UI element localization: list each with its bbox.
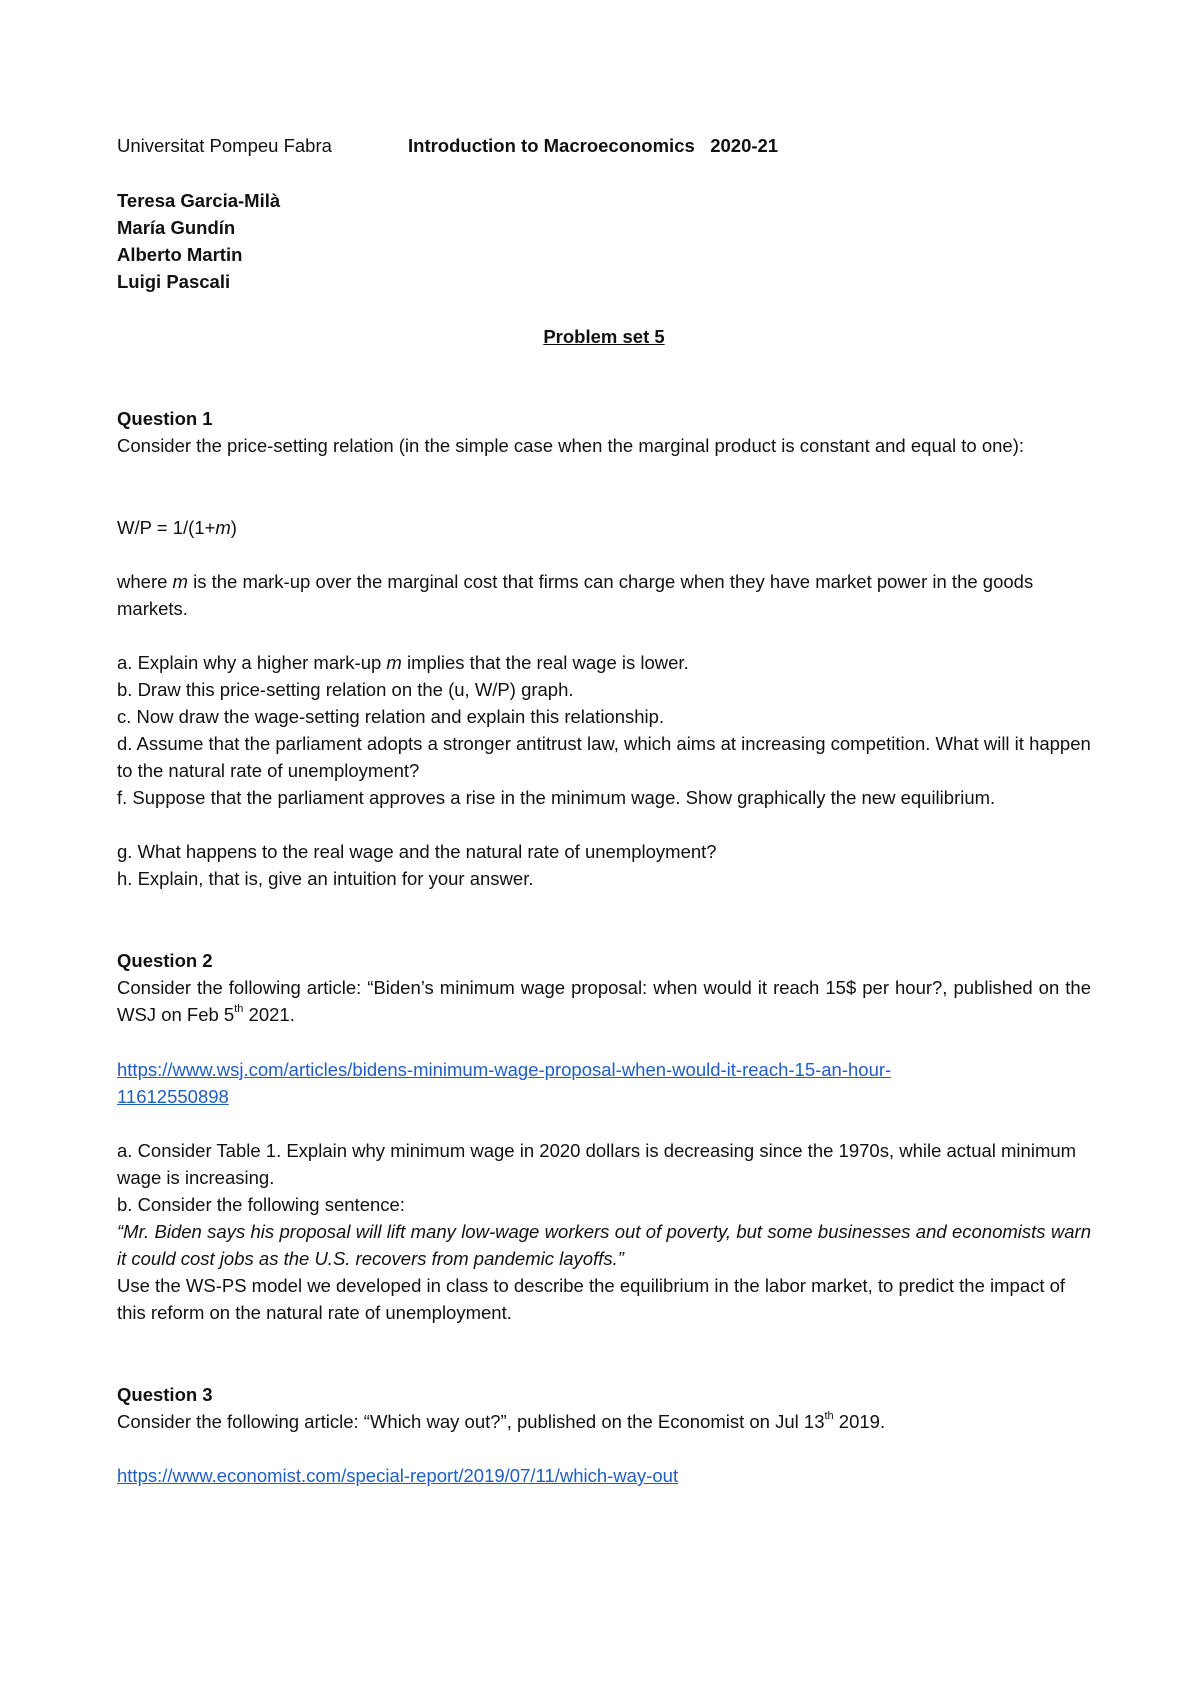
economist-link-row	[117, 1462, 678, 1489]
course-title	[408, 132, 778, 159]
q2-quote: “Mr. Biden says his proposal will lift many low-wage workers out of poverty, but some businesses and economists warn it could cost jobs as the U.S. recovers from pandemic layoffs.”	[117, 1221, 1091, 1269]
course-year: 2020-21	[710, 135, 779, 156]
wsj-link-line-2[interactable]: 11612550898	[117, 1086, 229, 1107]
equation	[117, 514, 237, 541]
question-3-heading: Question 3	[117, 1384, 213, 1405]
equation-post: )	[230, 517, 237, 538]
q2-item-a: a. Consider Table 1. Explain why minimum wage in 2020 dollars is decreasing since the 1970s, while actual minimum wage is increasing.	[117, 1140, 1077, 1188]
q1-item-c: c. Now draw the wage-setting relation and explain this relationship.	[117, 706, 665, 727]
question-3-intro: Consider the following article: “Which way out?”, published on the Economist on Jul 13th 2019.	[117, 1409, 886, 1432]
question-1-heading: Question 1	[117, 408, 213, 429]
author-2: María Gundín	[117, 217, 236, 238]
equation-pre: W/P = 1/(1+	[117, 517, 216, 538]
q1-item-f: f. Suppose that the parliament approves a rise in the minimum wage. Show graphically the new equilibrium.	[117, 787, 996, 808]
wsj-link-line-1[interactable]: https://www.wsj.com/articles/bidens-minimum-wage-proposal-when-would-it-reach-15-an-hour-	[117, 1059, 892, 1080]
author-4: Luigi Pascali	[117, 271, 231, 292]
markup-var: m	[172, 571, 188, 592]
wsj-link[interactable]	[117, 1056, 891, 1110]
question-2-heading: Question 2	[117, 950, 213, 971]
equation-var: m	[215, 517, 231, 538]
university-name: Universitat Pompeu Fabra	[117, 135, 332, 156]
q2-item-b: b. Consider the following sentence:	[117, 1194, 405, 1215]
q1-item-d: d. Assume that the parliament adopts a stronger antitrust law, which aims at increasing competition. What will it happen to the natural rate of unemployment?	[117, 733, 1091, 781]
q1-item-g: g. What happens to the real wage and the natural rate of unemployment?	[117, 841, 717, 862]
question-2-intro: Consider the following article: “Biden’s minimum wage proposal: when would it reach 15$ per hour?, published on the WSJ on Feb 5th 2021.	[117, 977, 1091, 1025]
page-title: Problem set 5	[543, 326, 665, 347]
q1-item-b: b. Draw this price-setting relation on the (u, W/P) graph.	[117, 679, 574, 700]
author-3: Alberto Martin	[117, 244, 243, 265]
q1-item-h: h. Explain, that is, give an intuition for your answer.	[117, 868, 534, 889]
q1-item-a: a. Explain why a higher mark-up m implies that the real wage is lower.	[117, 652, 689, 673]
course-name: Introduction to Macroeconomics	[408, 135, 695, 156]
author-1: Teresa Garcia-Milà	[117, 190, 281, 211]
economist-link[interactable]: https://www.economist.com/special-report/2019/07/11/which-way-out	[117, 1465, 679, 1486]
markup-definition: where m is the mark-up over the marginal cost that firms can charge when they have market power in the goods markets.	[117, 571, 1034, 619]
question-1-intro: Consider the price-setting relation (in the simple case when the marginal product is constant and equal to one):	[117, 435, 1025, 456]
q2-task: Use the WS-PS model we developed in class to describe the equilibrium in the labor market, to predict the impact of this reform on the natural rate of unemployment.	[117, 1275, 1066, 1323]
